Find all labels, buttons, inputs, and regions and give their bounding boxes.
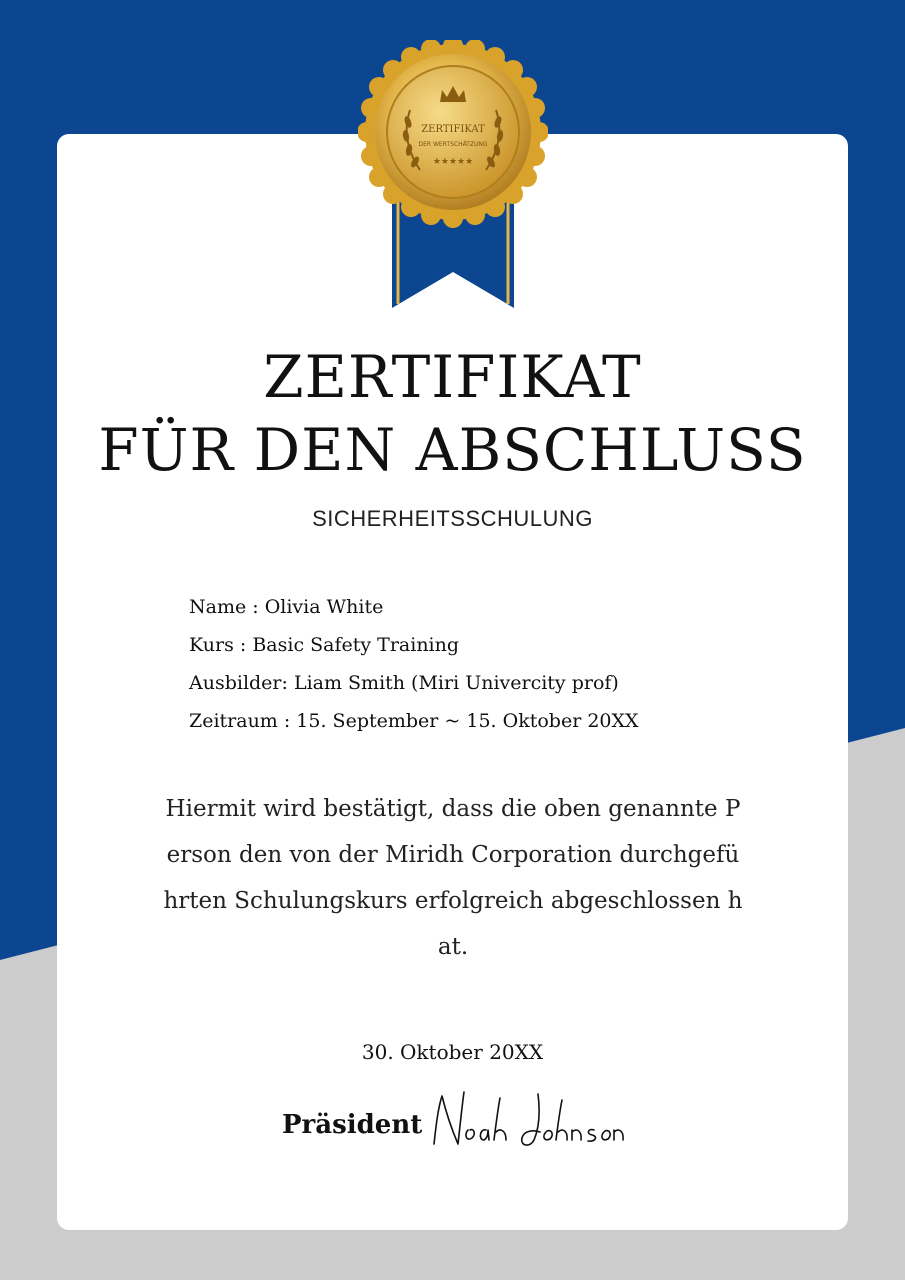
seal-stars: ★★★★★ xyxy=(432,157,474,167)
signature xyxy=(426,1086,626,1156)
detail-name: Name : Olivia White xyxy=(189,596,384,618)
subtitle: SICHERHEITSSCHULUNG xyxy=(312,506,593,531)
confirmation-line: Hiermit wird bestätigt, dass die oben genannte P xyxy=(165,796,741,822)
confirmation-line: erson den von der Miridh Corporation durchgefü xyxy=(166,842,740,868)
title-line-1: ZERTIFIKAT xyxy=(263,343,642,411)
issue-date: 30. Oktober 20XX xyxy=(361,1040,544,1064)
detail-instructor: Ausbilder: Liam Smith (Miri Univercity prof) xyxy=(189,672,619,694)
seal-text-line1: ZERTIFIKAT xyxy=(421,124,485,135)
title-line-2: FÜR DEN ABSCHLUSS xyxy=(98,416,807,484)
confirmation-text xyxy=(140,786,766,970)
confirmation-line: hrten Schulungskurs erfolgreich abgeschlossen h xyxy=(163,888,743,914)
confirmation-line: at. xyxy=(437,934,469,960)
seal-badge xyxy=(358,40,548,310)
detail-course: Kurs : Basic Safety Training xyxy=(189,634,460,656)
seal-medal xyxy=(358,40,548,228)
detail-period: Zeitraum : 15. September ~ 15. Oktober 20XX xyxy=(189,710,639,732)
seal-text-line2: DER WERTSCHÄTZUNG xyxy=(418,141,488,148)
details-list xyxy=(189,592,809,744)
president-label: Präsident xyxy=(282,1110,423,1140)
